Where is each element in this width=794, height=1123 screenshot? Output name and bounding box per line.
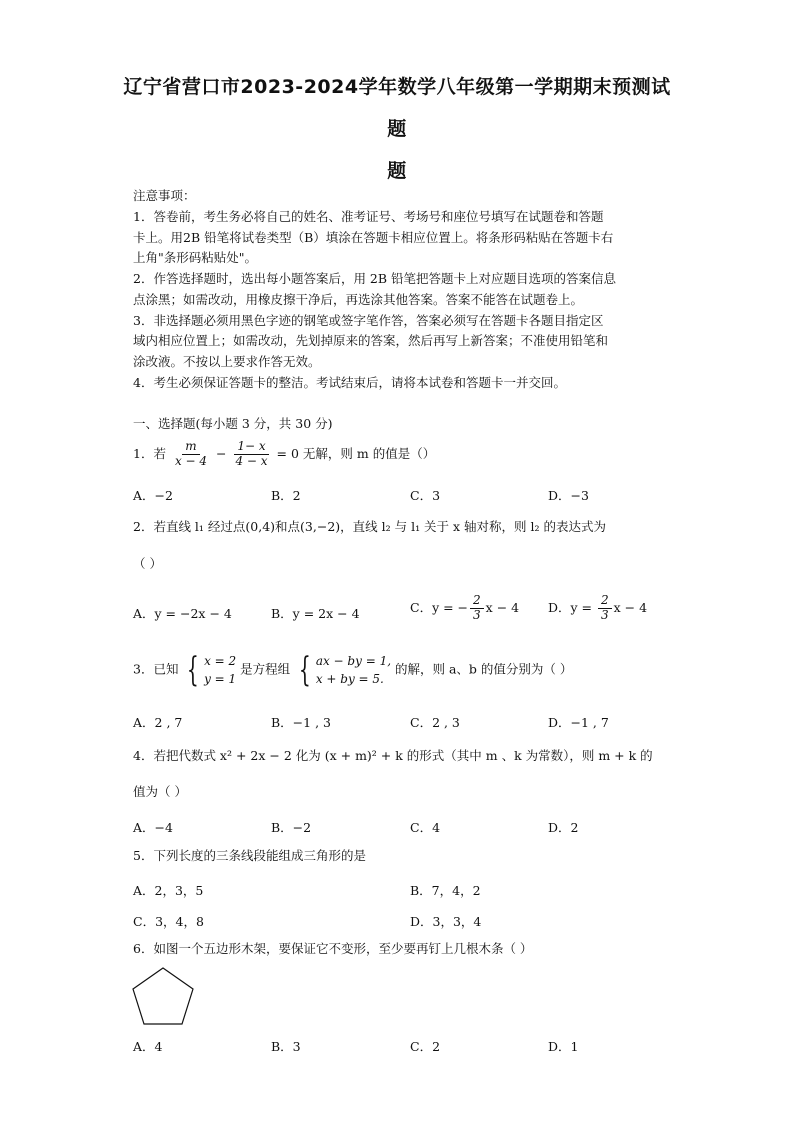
- notice-line: 4．考生必须保证答题卡的整洁。考试结束后，请将本试卷和答题卡一并交回。: [133, 375, 566, 390]
- q2-optd-pre: D．y =: [548, 599, 597, 615]
- q4-option-b: B．−2: [271, 820, 312, 835]
- q2-optc-den: 3: [473, 607, 481, 622]
- q3-sys1-row2: y = 1: [204, 672, 237, 686]
- q1-fraction-2: [232, 440, 270, 469]
- pentagon-figure-icon: [131, 966, 195, 1026]
- q2-optc-post: x − 4: [485, 599, 520, 615]
- q1-fraction-1: [172, 440, 210, 469]
- q2-optd-fraction: [598, 594, 612, 623]
- q4-option-c: C．4: [410, 820, 441, 835]
- q5-option-b: B．7，4，2: [410, 883, 481, 898]
- q3-system-1: [182, 652, 236, 688]
- q3-sys2-row1: ax − by = 1,: [315, 654, 392, 668]
- q3-option-d: D．−1 , 7: [548, 715, 609, 730]
- q6-option-c: C．2: [410, 1039, 441, 1054]
- q2-option-d: [548, 594, 647, 623]
- notice-line: 3．非选择题必须用黑色字迹的钢笔或签字笔作答，答案必须写在答题卡各题目指定区: [133, 313, 604, 328]
- q5-option-c: C．3，4，8: [133, 914, 204, 929]
- q1-option-d: D．−3: [548, 488, 589, 503]
- q6-option-d: D．1: [548, 1039, 579, 1054]
- q5-option-a: A．2，3，5: [133, 883, 204, 898]
- notice-line: 卡上。用2B 铅笔将试卷类型（B）填涂在答题卡相应位置上。将条形码粘贴在答题卡右: [133, 230, 614, 245]
- notice-line: 2．作答选择题时，选出每小题答案后，用 2B 铅笔把答题卡上对应题目选项的答案信息: [133, 271, 617, 286]
- q4-line-2: 值为（ ）: [133, 784, 187, 799]
- question-6: 6．如图一个五边形木架，要保证它不变形，至少要再钉上几根木条（ ）: [133, 941, 533, 956]
- q1-frac1-numerator: m: [182, 440, 199, 455]
- notice-line: 域内相应位置上；如需改动，先划掉原来的答案，然后再写上新答案；不准使用铅笔和: [133, 333, 609, 348]
- left-brace-icon: {: [187, 650, 200, 690]
- q2-optd-den: 3: [601, 607, 609, 622]
- q6-option-a: A．4: [133, 1039, 163, 1054]
- question-5: 5．下列长度的三条线段能组成三角形的是: [133, 848, 366, 863]
- q3-system-2: [294, 652, 391, 688]
- q2-option-c: [410, 594, 519, 623]
- q3-suffix: 的解，则 a、b 的值分别为（ ）: [395, 661, 573, 677]
- q1-frac2-denominator: 4 − x: [235, 453, 268, 468]
- q3-sys2-row2: x + by = 5.: [315, 672, 384, 686]
- q1-frac2-numerator: 1− x: [234, 440, 268, 455]
- question-2: 2．若直线 l₁ 经过点(0,4)和点(3,−2)，直线 l₂ 与 l₁ 关于 x 轴对称，则 l₂ 的表达式为: [133, 519, 607, 534]
- left-brace-icon: {: [299, 650, 311, 690]
- question-4: 4．若把代数式 x² + 2x − 2 化为 (x + m)² + k 的形式（其中 m 、k 为常数），则 m + k 的: [133, 748, 653, 763]
- q1-option-a: A．−2: [133, 488, 173, 503]
- q1-minus: −: [212, 445, 231, 461]
- q1-option-b: B．2: [271, 488, 301, 503]
- q1-suffix: = 0 无解，则 m 的值是（）: [276, 445, 436, 461]
- question-3: [133, 652, 572, 688]
- q3-prefix: 3．已知: [133, 661, 179, 677]
- q3-sys1-row1: x = 2: [204, 654, 237, 668]
- notice-line: 涂改液。不按以上要求作答无效。: [133, 354, 321, 369]
- q3-option-c: C．2 , 3: [410, 715, 460, 730]
- q1-prefix: 1．若: [133, 445, 166, 461]
- notice-line: 点涂黑；如需改动，用橡皮擦干净后，再选涂其他答案。答案不能答在试题卷上。: [133, 292, 584, 307]
- q1-frac1-denominator: x − 4: [174, 453, 208, 468]
- q2-paren: （ ）: [133, 556, 162, 571]
- notice-heading: 注意事项：: [133, 188, 196, 203]
- notice-line: 上角"条形码粘贴处"。: [133, 250, 257, 265]
- section-heading: 一、选择题(每小题 3 分，共 30 分): [133, 416, 333, 431]
- q2-optd-num: 2: [598, 594, 612, 609]
- exam-title-line-2: 题: [387, 118, 407, 140]
- exam-title-line-3: 题: [387, 160, 407, 182]
- q1-option-c: C．3: [410, 488, 441, 503]
- q2-option-a: A．y = −2x − 4: [133, 606, 232, 621]
- q2-optc-pre: C．y = −: [410, 599, 469, 615]
- q2-optc-num: 2: [470, 594, 484, 609]
- q4-option-a: A．−4: [133, 820, 173, 835]
- q2-option-b: B．y = 2x − 4: [271, 606, 360, 621]
- q3-option-b: B．−1 , 3: [271, 715, 331, 730]
- q5-option-d: D．3，3，4: [410, 914, 482, 929]
- q3-middle: 是方程组: [240, 661, 291, 677]
- q6-option-b: B．3: [271, 1039, 301, 1054]
- q4-option-d: D．2: [548, 820, 579, 835]
- exam-title-line-1: 辽宁省营口市2023-2024学年数学八年级第一学期期末预测试: [123, 76, 671, 98]
- q2-optc-fraction: [470, 594, 484, 623]
- q3-option-a: A．2 , 7: [133, 715, 183, 730]
- q2-optd-post: x − 4: [613, 599, 648, 615]
- notice-line: 1．答卷前，考生务必将自己的姓名、准考证号、考场号和座位号填写在试题卷和答题: [133, 209, 604, 224]
- question-1: [133, 440, 435, 469]
